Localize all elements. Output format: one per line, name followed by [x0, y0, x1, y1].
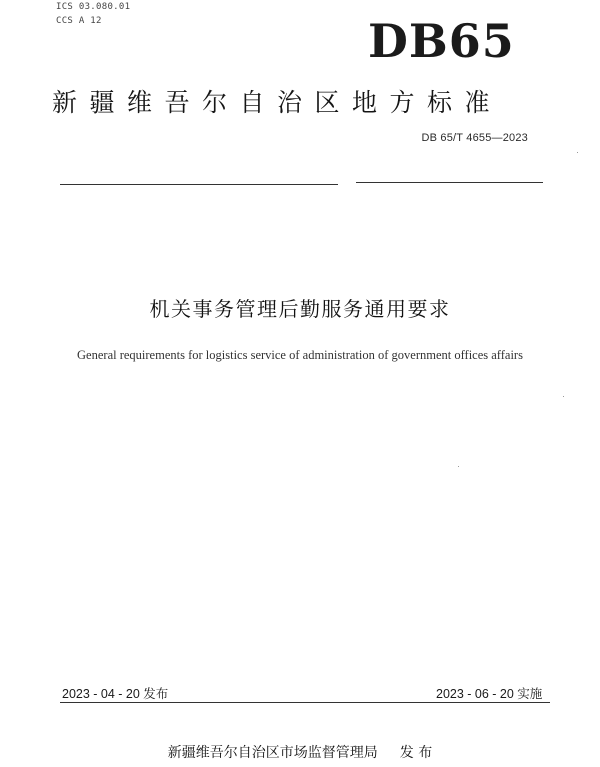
- ccs-code: CCS A 12: [56, 16, 102, 26]
- implementation-date: 2023 - 06 - 20 实施: [436, 687, 543, 701]
- standard-code: DB 65/T 4655—2023: [421, 132, 528, 144]
- document-title: 机关事务管理后勤服务通用要求: [149, 297, 451, 321]
- document-title-english: General requirements for logistics service of administration of government offices affairs: [77, 348, 523, 362]
- issue-date: 2023 - 04 - 20 发布: [62, 687, 169, 701]
- db65-logo: DB65: [368, 14, 515, 68]
- ics-code: ICS 03.080.01: [56, 2, 131, 12]
- publisher-line: [0, 742, 600, 762]
- publish-label: 发 布: [399, 745, 433, 761]
- publisher-name: 新疆维吾尔自治区市场监督管理局: [167, 745, 378, 761]
- standard-type-heading: 新疆维吾尔自治区地方标准: [52, 88, 503, 117]
